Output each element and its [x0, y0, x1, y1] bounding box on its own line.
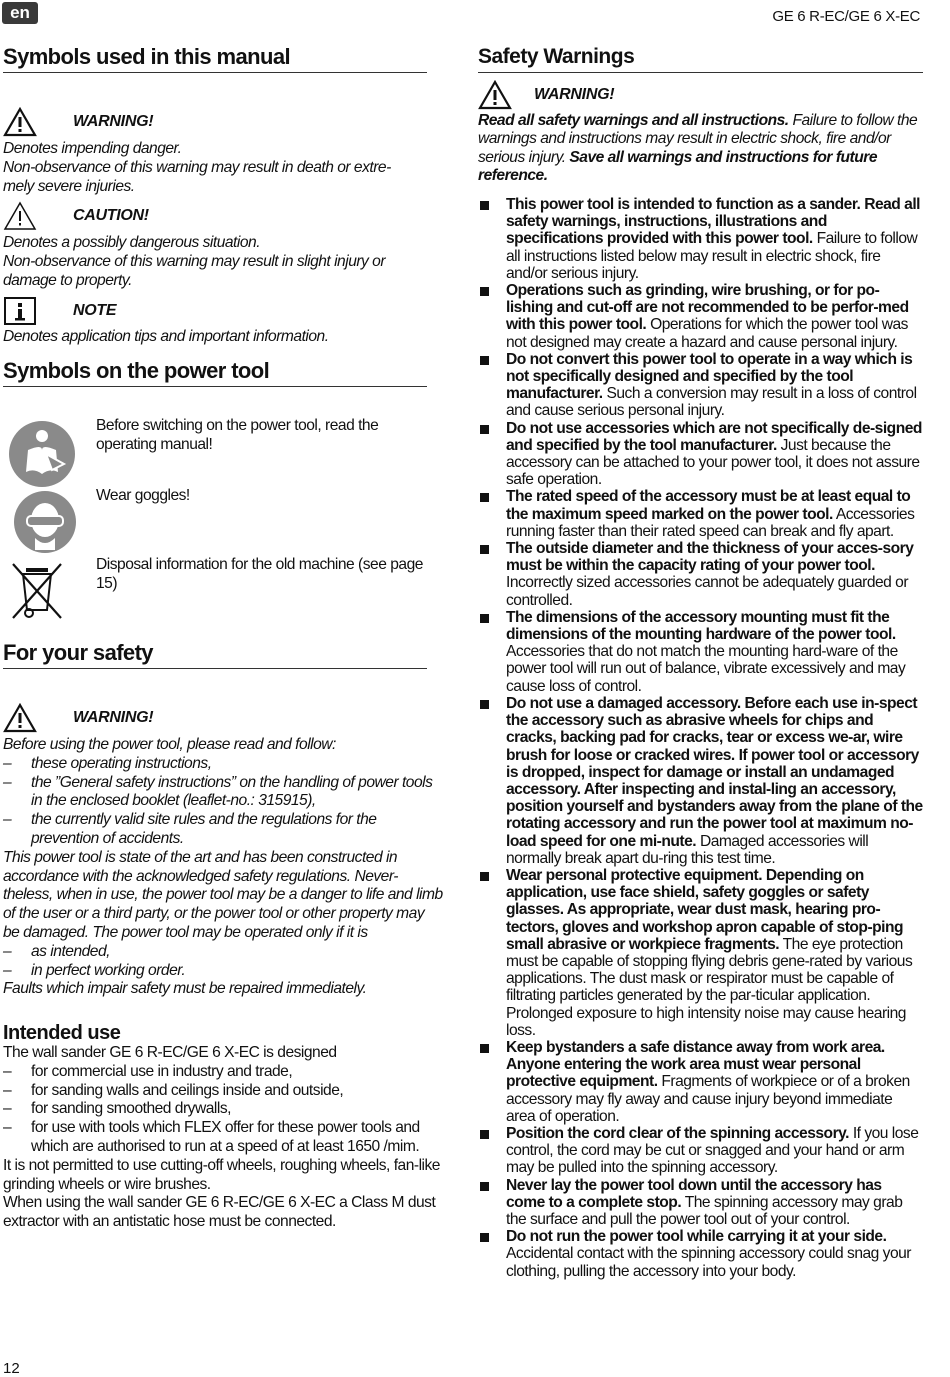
right-warning-label: WARNING!	[534, 86, 615, 103]
bullet-square-icon	[480, 1233, 489, 1242]
section-title-symbols-manual: Symbols used in this manual	[3, 44, 290, 69]
bullet-item: This power tool is intended to function as a sander. Read all safety warnings, instructions, illustrations and specifications provided with this power tool. Failure to follow all instructions listed below may result in electric shock, fire and/or serious injury.	[478, 196, 923, 282]
safety-warning-label: WARNING!	[73, 709, 154, 726]
bullet-square-icon	[480, 287, 489, 296]
section-rule	[3, 72, 427, 73]
bullet-item: Keep bystanders a safe distance away from work area. Anyone entering the work area must wear personal protective equipment. Fragments of workpiece or of a broken accessory may fly away and cause injury beyond immediate area of operation.	[478, 1039, 923, 1125]
model-header: GE 6 R-EC/GE 6 X-EC	[772, 8, 920, 25]
bullet-item: The outside diameter and the thickness of your acces-sory must be within the capacity rating of your power tool. Incorrectly sized accessories cannot be adequately guarded or controlled.	[478, 540, 923, 609]
bullet-square-icon	[480, 872, 489, 881]
warning-triangle-icon	[3, 107, 37, 137]
bullet-item: Never lay the power tool down until the accessory has come to a complete stop. The spinning accessory may grab the surface and pull the power tool out of your control.	[478, 1177, 923, 1229]
bullet-item: Do not run the power tool while carrying it at your side. Accidental contact with the spinning accessory could snag your clothing, pulling the accessory into your body.	[478, 1228, 923, 1280]
read-manual-icon	[8, 420, 76, 488]
bullet-square-icon	[480, 201, 489, 210]
safety-warnings-title: Safety Warnings	[478, 45, 635, 68]
intended-use-text: The wall sander GE 6 R-EC/GE 6 X-EC is designed – for commercial use in industry and trade, – for sanding walls and ceilings inside and outside, – for sanding smoothed drywalls, – for use with tools which FLEX offer for these power tools and which are authorised to run at a speed of at least 1650 /mim. It is not permitted to use cutting-off wheels, roughing wheels, fan-like grinding wheels or wire brushes. When using the wall sander GE 6 R-EC/GE 6 X-EC a Class M dust extractor with an antistatic hose must be connected.	[3, 1044, 443, 1232]
bullet-item: The dimensions of the accessory mounting must fit the dimensions of the mounting hardware of the power tool. Accessories that do not match the mounting hard-ware of the power tool will run out of balance, vibrate excessively and may cause loss of control.	[478, 609, 923, 695]
disposal-text: Disposal information for the old machine (see page 15)	[96, 556, 423, 592]
bullet-item: Do not convert this power tool to operate in a way which is not specifically designed and specified by the tool manufacturer. Such a conversion may result in a loss of control and cause serious personal injury.	[478, 351, 923, 420]
list-item: – as intended,	[3, 943, 443, 962]
safety-text: Before using the power tool, please read and follow: – these operating instructions, – the ”General safety instructions” on the handling of power tools in the enclosed booklet (leaflet-no.: 315915), – the currently valid site rules and the regulations for the prevention of accidents. This power tool is state of the art and has been constructed in accordance with the acknowledged safety regulations. Never-theless, when in use, the power tool may be a danger to life and limb of the user or a third party, or the power tool or other property may be damaged. The power tool may be operated only if it is – as intended, – in perfect working order. Faults which impair safety must be repaired immediately.	[3, 736, 443, 999]
goggles-icon	[13, 490, 77, 554]
bullet-item: Position the cord clear of the spinning accessory. If you lose control, the cord may be cut or snagged and your hand or arm may be pulled into the spinning accessory.	[478, 1125, 923, 1177]
bullet-item: Operations such as grinding, wire brushing, or for po-lishing and cut-off are not recommended to be perfor-med with this power tool. Operations for which the power tool was not designed may create a hazard and cause personal injury.	[478, 282, 923, 351]
bullet-square-icon	[480, 1182, 489, 1191]
list-item: – the currently valid site rules and the regulations for the prevention of accidents.	[3, 811, 443, 849]
disposal-bin-icon	[9, 560, 65, 622]
caution-text: Denotes a possibly dangerous situation. Non-observance of this warning may result in slight injury or damage to property.	[3, 234, 386, 289]
note-text: Denotes application tips and important information.	[3, 328, 329, 345]
caution-triangle-icon	[3, 201, 37, 231]
intended-use-title: Intended use	[3, 1022, 121, 1044]
bullet-square-icon	[480, 425, 489, 434]
section-title-safety: For your safety	[3, 640, 153, 665]
info-icon	[3, 296, 37, 326]
warning-triangle-icon	[3, 703, 37, 733]
list-item: – for commercial use in industry and trade,	[3, 1063, 443, 1082]
page-number: 12	[3, 1360, 20, 1377]
bullet-item: The rated speed of the accessory must be at least equal to the maximum speed marked on the power tool. Accessories running faster than their rated speed can break and fly apart.	[478, 488, 923, 540]
read-manual-text: Before switching on the power tool, read the operating manual!	[96, 417, 379, 453]
section-title-tool-symbols: Symbols on the power tool	[3, 358, 270, 383]
list-item: – for use with tools which FLEX offer for these power tools and which are authorised to run at a speed of at least 1650 /mim.	[3, 1119, 443, 1157]
list-item: – these operating instructions,	[3, 755, 443, 774]
bullet-square-icon	[480, 614, 489, 623]
list-item: – for sanding walls and ceilings inside and outside,	[3, 1082, 443, 1101]
bullet-square-icon	[480, 1130, 489, 1139]
list-item: – for sanding smoothed drywalls,	[3, 1100, 443, 1119]
language-badge: en	[2, 2, 38, 24]
list-item: – the ”General safety instructions” on the handling of power tools in the enclosed booklet (leaflet-no.: 315915),	[3, 774, 443, 812]
bullet-item: Do not use accessories which are not specifically de-signed and specified by the tool manufacturer. Just because the accessory can be attached to your power tool, it does not assure safe operation.	[478, 420, 923, 489]
safety-intro: Read all safety warnings and all instructions. Failure to follow the warnings and instructions may result in electric shock, fire and/or serious injury. Save all warnings and instructions for future reference.	[478, 112, 918, 185]
bullet-square-icon	[480, 493, 489, 502]
goggles-text: Wear goggles!	[96, 487, 190, 504]
bullet-square-icon	[480, 700, 489, 709]
bullet-item: Do not use a damaged accessory. Before each use in-spect the accessory such as abrasive wheels for chips and cracks, backing pad for cracks, tear or excess we-ar, wire brush for loose or cracked wires. If power tool or accessory is dropped, inspect for damage or install an undamaged accessory. After inspecting and instal-ling an accessory, position yourself and bystanders away from the plane of the rotating accessory and run the power tool at maximum no-load speed for one mi-nute. Damaged accessories will normally break apart du-ring this test time.	[478, 695, 923, 867]
bullet-square-icon	[480, 356, 489, 365]
note-label: NOTE	[73, 302, 117, 319]
bullet-square-icon	[480, 545, 489, 554]
warning-label: WARNING!	[73, 113, 154, 130]
warning-triangle-icon	[478, 80, 512, 110]
safety-bullet-list	[478, 196, 923, 1280]
list-item: – in perfect working order.	[3, 962, 443, 981]
warning-text: Denotes impending danger. Non-observance of this warning may result in death or extre- mely severe injuries.	[3, 140, 391, 195]
caution-label: CAUTION!	[73, 207, 149, 224]
bullet-item: Wear personal protective equipment. Depending on application, use face shield, safety goggles or safety glasses. As appropriate, wear dust mask, hearing pro-tectors, gloves and workshop apron capable of stop-ping small abrasive or workpiece fragments. The eye protection must be capable of stopping flying debris gene-rated by various applications. The dust mask or respirator must be capable of filtrating particles generated by the par-ticular application. Prolonged exposure to high intensity noise may cause hearing loss.	[478, 867, 923, 1039]
bullet-square-icon	[480, 1044, 489, 1053]
